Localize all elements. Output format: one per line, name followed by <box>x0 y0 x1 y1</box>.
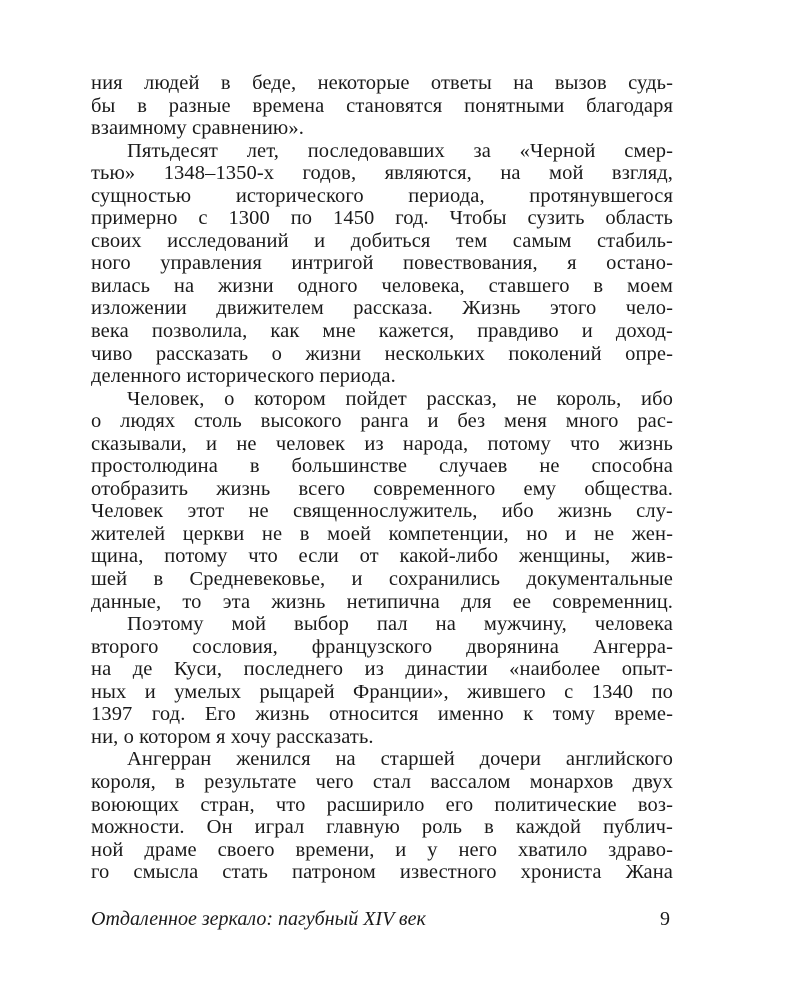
paragraph-start-line: Пятьдесят лет, последовавших за «Черной смер- <box>127 139 673 162</box>
text-line: Человек этот не священнослужитель, ибо жизнь слу- <box>91 500 673 523</box>
text-line: на де Куси, последнего из династии «наиболее опыт- <box>91 658 673 681</box>
text-line: чиво рассказать о жизни нескольких поколений опре- <box>91 342 673 365</box>
text-line: сущностью исторического периода, протянувшегося <box>91 184 673 207</box>
text-line: примерно с 1300 по 1450 год. Чтобы сузить область <box>91 207 673 230</box>
text-line: своих исследований и добиться тем самым стабиль- <box>91 229 673 252</box>
text-line: данные, то эта жизнь нетипична для ее современниц. <box>91 590 673 613</box>
text-line: второго сословия, французского дворянина Ангерра- <box>91 635 673 658</box>
paragraph-start-line: Поэтому мой выбор пал на мужчину, человека <box>127 613 673 636</box>
text-line: простолюдина в большинстве случаев не способна <box>91 455 673 478</box>
text-line: сказывали, и не человек из народа, потому что жизнь <box>91 432 673 455</box>
text-line: ного управления интригой повествования, я остано- <box>91 252 673 275</box>
page-footer <box>91 906 673 932</box>
text-line: о людях столь высокого ранга и без меня много рас- <box>91 410 673 433</box>
paragraph-start-line: Ангерран женился на старшей дочери английского <box>127 748 673 771</box>
text-line: 1397 год. Его жизнь относится именно к тому време- <box>91 703 673 726</box>
text-line: можности. Он играл главную роль в каждой публич- <box>91 816 673 839</box>
text-line: взаимному сравнению». <box>91 117 304 140</box>
text-line: вилась на жизни одного человека, ставшего в моем <box>91 274 673 297</box>
text-line: ния людей в беде, некоторые ответы на вызов судь- <box>91 72 673 94</box>
text-line: го смысла стать патроном известного хрониста Жана <box>91 861 673 884</box>
text-line: ных и умелых рыцарей Франции», жившего с 1340 по <box>91 680 673 703</box>
text-line: воюющих стран, что расширило его политические воз- <box>91 793 673 816</box>
text-line: щина, потому что если от какой-либо женщины, жив- <box>91 545 673 568</box>
paragraph-start-line: Человек, о котором пойдет рассказ, не король, ибо <box>127 387 673 410</box>
text-line: жителей церкви не в моей компетенции, но и не жен- <box>91 522 673 545</box>
text-line: деленного исторического периода. <box>91 365 396 388</box>
book-page-text <box>91 72 673 884</box>
text-line: ни, о котором я хочу рассказать. <box>91 725 374 748</box>
text-line: отобразить жизнь всего современного ему общества. <box>91 477 673 500</box>
text-line: бы в разные времена становятся понятными благодаря <box>91 94 673 117</box>
text-line: века позволила, как мне кажется, правдиво и доход- <box>91 320 673 343</box>
page-number: 9 <box>660 908 670 930</box>
text-line: тью» 1348–1350-х годов, являются, на мой взгляд, <box>91 162 673 185</box>
running-title: Отдаленное зеркало: пагубный XIV век <box>91 908 426 930</box>
text-line: ной драме своего времени, и у него хватило здраво- <box>91 838 673 861</box>
text-line: шей в Средневековье, и сохранились документальные <box>91 568 673 591</box>
text-line: короля, в результате чего стал вассалом монархов двух <box>91 770 673 793</box>
text-line: изложении движителем рассказа. Жизнь этого чело- <box>91 297 673 320</box>
